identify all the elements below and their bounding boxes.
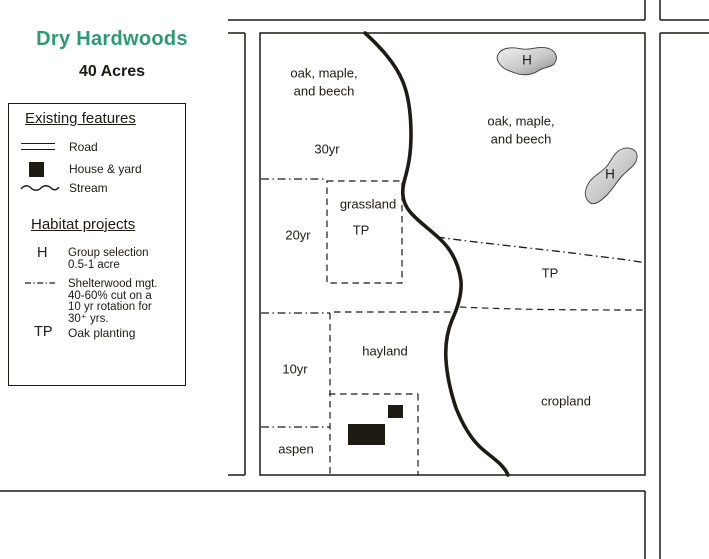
legend-house-label: House & yard [69,162,142,176]
shelterwood-boundary-lines [261,179,645,427]
tp-marker-grassland: TP [352,222,370,238]
house-symbol [29,162,44,177]
h-marker-west: H [522,52,532,68]
group-selection-symbol: H [37,245,48,261]
dash-dot-symbol [24,280,56,286]
page-title: Dry Hardwoods [36,28,188,50]
house-yard-buildings [348,405,403,445]
region-label-grassland: grassland [339,196,397,212]
region-label-aspen: aspen [278,441,314,457]
legend-text-line: 40-60% cut on a [68,289,152,302]
stream-symbol [19,182,61,194]
legend-shelterwood-label [68,279,158,325]
legend-habitat-title: Habitat projects [31,216,136,233]
legend-stream-label: Stream [69,181,108,195]
region-label-20yr: 20yr [285,227,311,243]
region-label-oak-maple-west-line1: oak, maple, [290,65,358,81]
legend-text-line: 0.5-1 acre [68,258,120,271]
legend-text-line: Shelterwood mgt. [68,278,158,290]
h-marker-east: H [605,166,615,182]
region-label-10yr: 10yr [282,361,308,377]
region-label-oak-maple-east-line2: and beech [490,131,552,147]
region-label-oak-maple-west-line2: and beech [293,83,355,99]
region-label-30yr: 30yr [314,141,340,157]
legend-box [8,103,186,386]
region-label-hayland: hayland [362,343,408,359]
legend-text-line: 10 yr rotation for [68,301,152,313]
region-label-oak-maple-east-line1: oak, maple, [487,113,555,129]
oak-planting-symbol: TP [34,324,53,340]
legend-text-line: Group selection [68,247,149,259]
legend-group-selection-label [68,248,149,271]
legend-road-label: Road [69,140,98,154]
legend-oak-planting-label: Oak planting [68,326,136,340]
house-rect-small [388,405,403,418]
acreage-subtitle: 40 Acres [78,63,146,80]
region-label-cropland: cropland [541,393,591,409]
house-rect-large [348,424,385,445]
tp-marker-east: TP [541,265,559,281]
legend-existing-title: Existing features [25,110,136,127]
road-symbol [21,143,55,150]
legend-text-line: 30⁺ yrs. [68,312,109,325]
stream-path [365,33,508,475]
